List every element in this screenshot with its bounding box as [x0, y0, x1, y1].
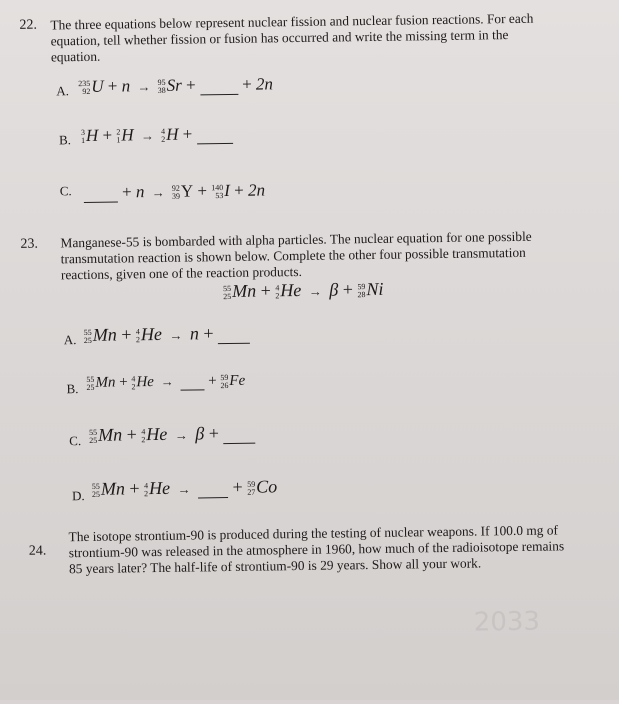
q24-text: The isotope strontium-90 is produced during the testing of nuclear weapons. If 100.0 mg of strontium-90 was released in the atmosphere in 1960, how much of the radioisotope remains 85 years later? The half-life of strontium-90 is 29 years. Show all your work.: [68, 522, 565, 577]
q23a-equation: 55 25 Mn + 4 2 He → n +: [84, 323, 251, 346]
q23-number: 23.: [20, 236, 39, 252]
q22-number: 22.: [19, 17, 38, 33]
q23c-label: C.: [69, 433, 82, 449]
q23b-equation: 55 25 Mn + 4 2 He → + 59 26 Fe: [86, 372, 246, 392]
q22-text: The three equations below represent nuclear fission and nuclear fusion reactions. For each equation, tell whether fission or fusion has occurred and write the missing term in the equation.: [50, 10, 534, 65]
q24-number: 24.: [28, 543, 47, 559]
q23b-blank[interactable]: [180, 375, 204, 390]
q23b-label: B.: [66, 381, 79, 397]
q23a-label: A.: [63, 332, 77, 348]
q23-given-equation: 55 25 Mn + 4 2 He → β + 59 28 Ni: [223, 278, 384, 301]
q23d-blank[interactable]: [198, 483, 228, 498]
q23d-equation: 55 25 Mn + 4 2 He → + 59 27 Co: [91, 476, 278, 499]
q22c-equation: + n → 92 39 Y + 140 53 I + 2n: [84, 180, 265, 203]
q22a-equation: 235 92 U + n → 95 38 Sr + + 2n: [78, 74, 274, 97]
q23-text: Manganese-55 is bombarded with alpha particles. The nuclear equation for one possible transmutation reaction is shown below. Complete the other four possible transmutation reactions, given one of the reaction products.: [60, 228, 532, 283]
q23c-equation: 55 25 Mn + 4 2 He → β +: [89, 423, 256, 446]
q22b-label: B.: [58, 132, 72, 148]
q22c-blank[interactable]: [84, 188, 118, 203]
q23a-blank[interactable]: [218, 329, 250, 344]
q23d-label: D.: [71, 488, 85, 504]
q22b-blank[interactable]: [196, 129, 232, 145]
q22a-label: A.: [56, 83, 70, 99]
q23c-blank[interactable]: [223, 429, 255, 444]
q22a-blank[interactable]: [200, 80, 238, 96]
bleed-through-text: 2033: [473, 606, 541, 638]
q22c-label: C.: [59, 183, 72, 199]
q22b-equation: 3 1 H + 2 1 H → 4 2 H +: [81, 124, 233, 146]
